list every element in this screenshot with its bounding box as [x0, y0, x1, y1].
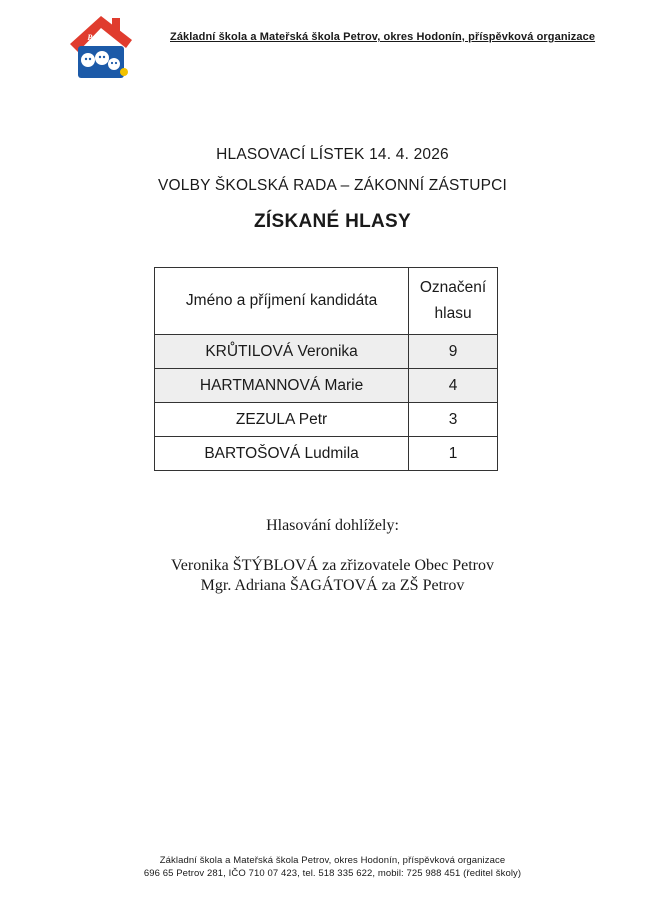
- logo-text: Petrov: [87, 33, 109, 42]
- candidate-votes: 3: [409, 403, 498, 437]
- supervision-label: Hlasování dohlížely:: [266, 517, 399, 534]
- ballot-heading: ZÍSKANÉ HLASY: [254, 211, 411, 232]
- table-row: [155, 403, 498, 437]
- table-header-row: [155, 268, 498, 335]
- logo-flower: [120, 68, 128, 76]
- col-votes-header: [409, 268, 498, 335]
- candidate-votes: 9: [409, 335, 498, 369]
- logo-face-2: [95, 51, 109, 65]
- footer-contact: 696 65 Petrov 281, IČO 710 07 423, tel. 518 335 622, mobil: 725 988 451 (ředitel školy): [143, 868, 522, 879]
- candidate-name: HARTMANNOVÁ Marie: [155, 369, 409, 403]
- col-votes-header-line2: hlasu: [434, 305, 472, 322]
- col-name-header: Jméno a příjmení kandidáta: [155, 268, 409, 335]
- supervisor-1: Veronika ŠTÝBLOVÁ za zřizovatele Obec Petrov: [171, 557, 494, 574]
- ballot-subtitle: VOLBY ŠKOLSKÁ RADA – ZÁKONNÍ ZÁSTUPCI: [157, 177, 508, 194]
- table-row: [155, 369, 498, 403]
- logo-chimney: [112, 18, 120, 32]
- school-logo: [68, 14, 134, 82]
- footer-school-name: Základní škola a Mateřská škola Petrov, okres Hodonín, příspěvková organizace: [159, 855, 506, 866]
- logo-face-3: [108, 58, 120, 70]
- results-table: [154, 267, 498, 471]
- supervisor-2: Mgr. Adriana ŠAGÁTOVÁ za ZŠ Petrov: [200, 577, 465, 594]
- col-votes-header-line1: Označení: [419, 279, 487, 296]
- table-row: [155, 437, 498, 471]
- candidate-name: KRŮTILOVÁ Veronika: [155, 335, 409, 369]
- table-row: [155, 335, 498, 369]
- ballot-title: HLASOVACÍ LÍSTEK 14. 4. 2026: [216, 146, 449, 163]
- school-name-header: Základní škola a Mateřská škola Petrov, okres Hodonín, příspěvková organizace: [170, 31, 596, 43]
- candidate-votes: 4: [409, 369, 498, 403]
- logo-face-1: [81, 53, 95, 67]
- candidate-name: BARTOŠOVÁ Ludmila: [155, 437, 409, 471]
- candidate-name: ZEZULA Petr: [155, 403, 409, 437]
- candidate-votes: 1: [409, 437, 498, 471]
